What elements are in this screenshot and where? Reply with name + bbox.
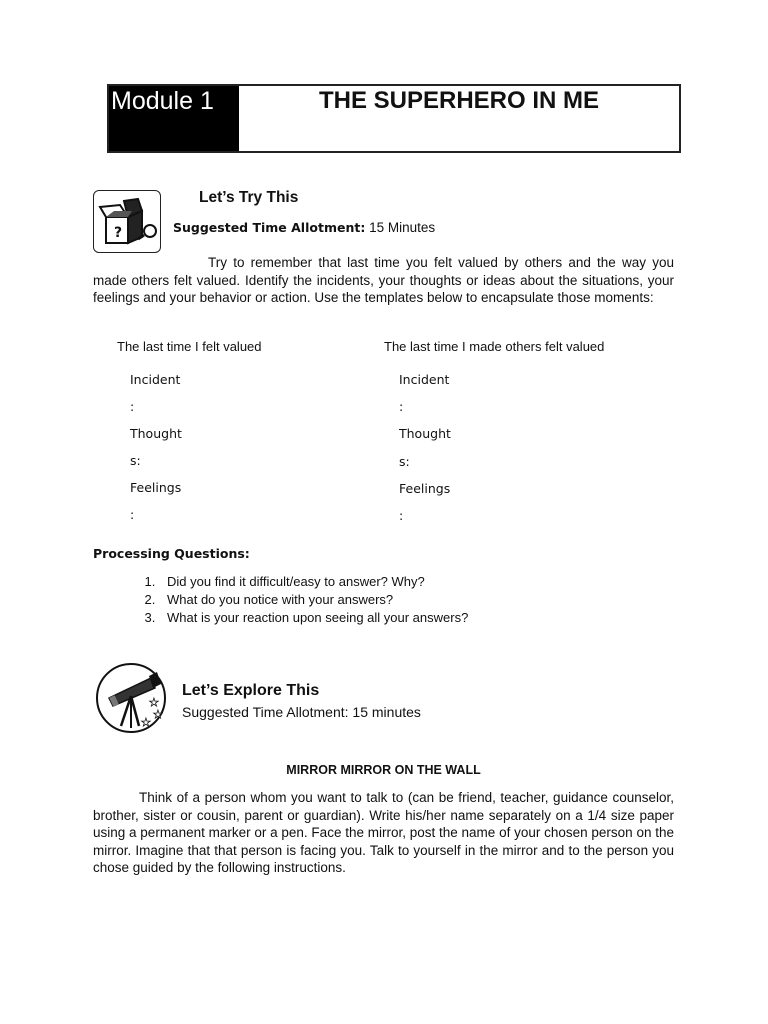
explore-section-heading: Let’s Explore This [182, 682, 320, 699]
explore-time-allotment: Suggested Time Allotment: 15 minutes [182, 704, 421, 720]
right-template-fields [399, 366, 451, 529]
try-section-heading: Let’s Try This [199, 189, 299, 206]
module-title: THE SUPERHERO IN ME [318, 87, 600, 114]
module-header [107, 84, 681, 153]
right-field-line: : [399, 508, 404, 524]
left-field-line: : [130, 507, 135, 522]
left-field-line: : [130, 399, 135, 414]
right-template-title: The last time I made others felt valued [384, 339, 605, 354]
try-time-label: Suggested Time Allotment: [173, 220, 366, 235]
telescope-icon [95, 662, 169, 734]
left-field-line: Thought [130, 426, 182, 441]
right-field-line: : [399, 399, 404, 415]
left-field-line: Feelings [130, 480, 182, 495]
right-field-line: Thought [399, 426, 451, 442]
svg-text:?: ? [114, 225, 123, 241]
left-field-line: s: [130, 453, 141, 468]
activity-title: MIRROR MIRROR ON THE WALL [286, 763, 481, 777]
try-time-allotment [173, 220, 435, 235]
right-field-line: Incident [399, 372, 450, 387]
question-item: 1. Did you find it difficult/easy to answer? Why? [159, 573, 659, 591]
right-field-line: s: [399, 453, 410, 469]
question-item: 2. What do you notice with your answers? [159, 591, 659, 609]
left-field-line: Incident [130, 372, 181, 387]
right-field-line: Feelings [399, 480, 451, 496]
open-box-icon [93, 190, 161, 253]
explore-paragraph: Think of a person whom you want to talk to (can be friend, teacher, guidance counselor, brother, sister or cousin, parent or guardian). Write his/her name separately on a 1/4 size paper using a permanent marker or a pen. Face the mirror, post the name of your chosen person on the mirror. Imagine that that person is facing you. Talk to yourself in the mirror and to the person you chose guided by the following instructions. [93, 790, 674, 875]
svg-text:★: ★ [149, 697, 159, 709]
try-time-value: 15 Minutes [369, 220, 436, 235]
try-paragraph: Try to remember that last time you felt valued by others and the way you made others felt valued. Identify the incidents, your thoughts or ideas about the situations, your feelings and your behavior or action. Use the templates below to encapsulate those moments: [93, 255, 674, 305]
svg-text:★: ★ [141, 717, 151, 729]
processing-heading: Processing Questions: [93, 546, 250, 561]
svg-text:★: ★ [153, 709, 163, 721]
processing-questions [139, 573, 659, 627]
left-template-title: The last time I felt valued [117, 339, 262, 354]
question-item: 3. What is your reaction upon seeing all your answers? [159, 609, 659, 627]
left-template-fields [130, 366, 182, 528]
module-label: Module 1 [109, 86, 239, 151]
